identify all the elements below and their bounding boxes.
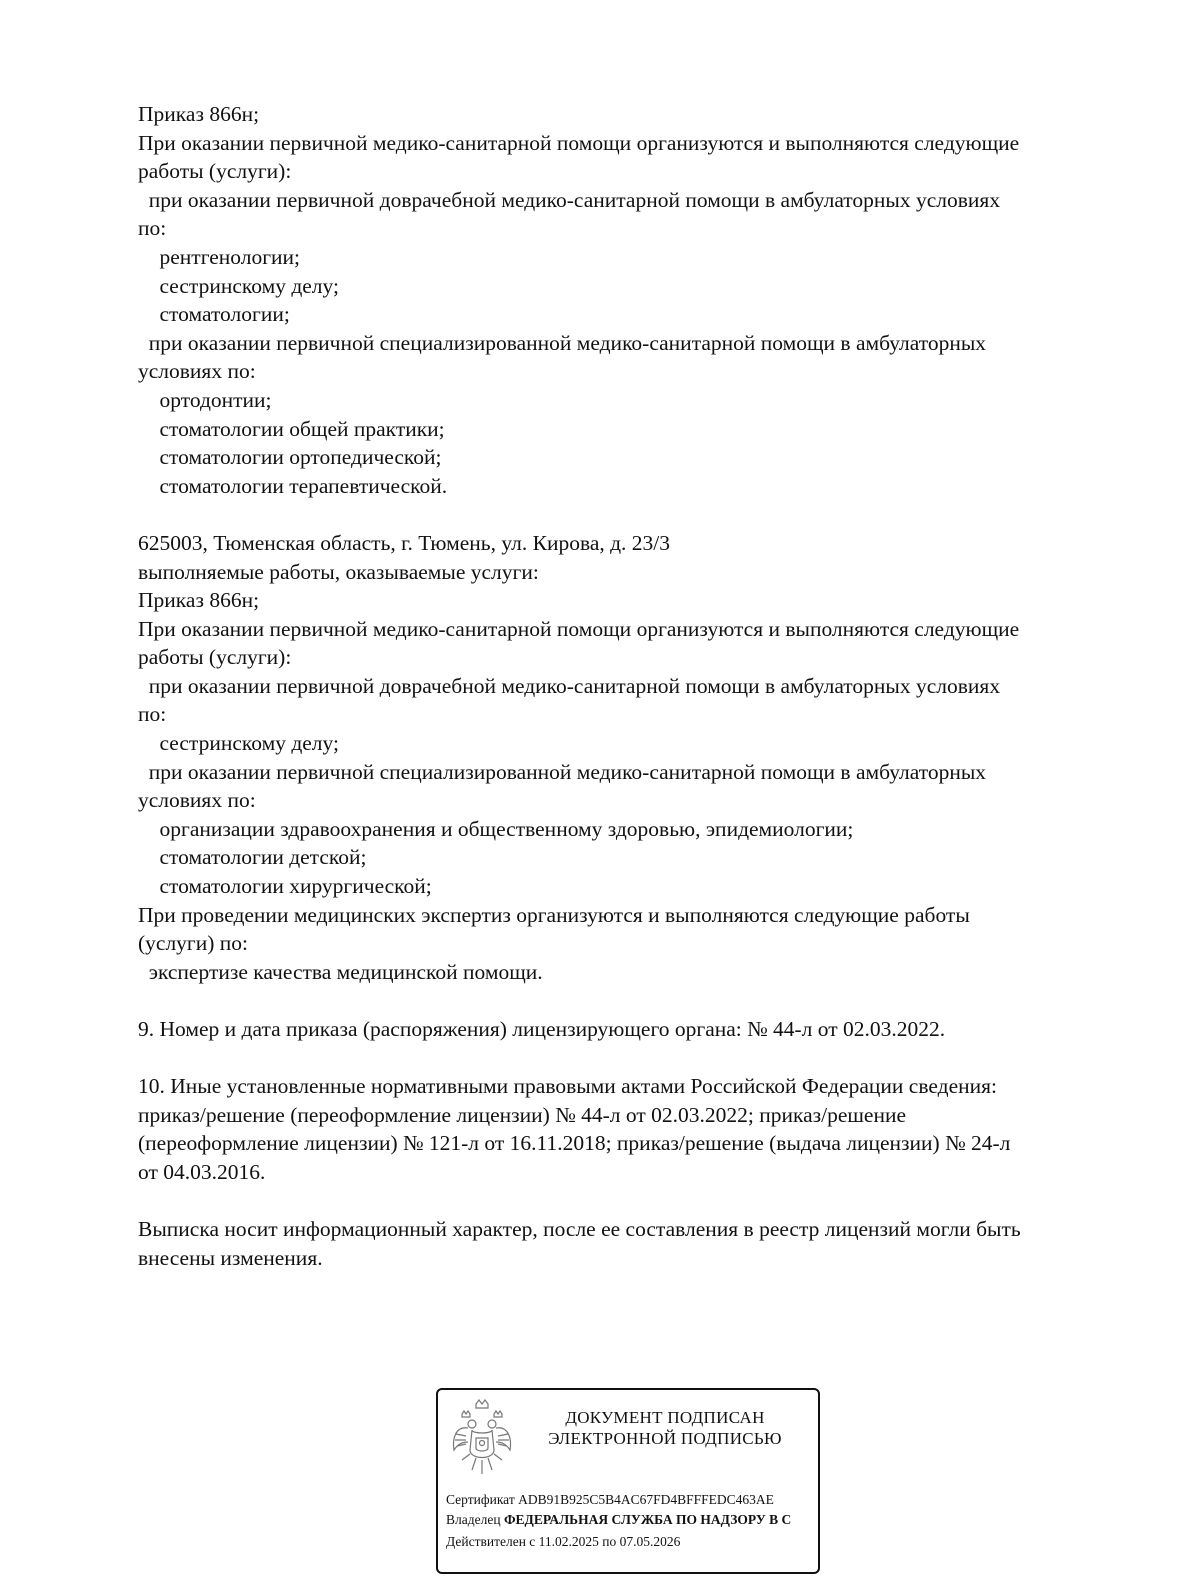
text-line: работы (услуги): bbox=[138, 645, 292, 670]
text-line: стоматологии детской; bbox=[138, 845, 367, 870]
text-line: стоматологии терапевтической. bbox=[138, 473, 448, 498]
text-line: Приказ 866н; bbox=[138, 588, 260, 613]
electronic-signature-stamp bbox=[436, 1388, 820, 1574]
text-line: стоматологии хирургической; bbox=[138, 874, 432, 899]
text-line: внесены изменения. bbox=[138, 1245, 323, 1270]
text-line: При оказании первичной медико-санитарной помощи организуются и выполняются следующие bbox=[138, 616, 1020, 641]
text-line: сестринскому делу; bbox=[138, 273, 339, 298]
text-line: стоматологии ортопедической; bbox=[138, 445, 442, 470]
text-line: Выписка носит информационный характер, после ее составления в реестр лицензий могли быть bbox=[138, 1217, 1021, 1242]
validity-row: Действителен с 11.02.2025 по 07.05.2026 bbox=[446, 1534, 681, 1549]
text-line: при оказании первичной специализированной медико-санитарной помощи в амбулаторных bbox=[138, 759, 987, 784]
text-line: выполняемые работы, оказываемые услуги: bbox=[138, 559, 539, 584]
text-line: при оказании первичной доврачебной медико-санитарной помощи в амбулаторных условиях bbox=[138, 187, 1001, 212]
text-line: экспертизе качества медицинской помощи. bbox=[138, 959, 543, 984]
text-line: по: bbox=[138, 216, 167, 241]
certificate-row bbox=[446, 1492, 774, 1508]
text-line: работы (услуги): bbox=[138, 159, 292, 184]
text-line: (услуги) по: bbox=[138, 931, 249, 956]
owner-value: ФЕДЕРАЛЬНАЯ СЛУЖБА ПО НАДЗОРУ В С bbox=[503, 1512, 792, 1527]
text-line: условиях по: bbox=[138, 788, 256, 813]
text-line: при оказании первичной специализированной медико-санитарной помощи в амбулаторных bbox=[138, 330, 987, 355]
text-line: организации здравоохранения и общественному здоровью, эпидемиологии; bbox=[138, 816, 854, 841]
blank-line bbox=[138, 1044, 1118, 1073]
text-line: ортодонтии; bbox=[138, 387, 272, 412]
text-line: 10. Иные установленные нормативными правовыми актами Российской Федерации сведения: bbox=[138, 1074, 997, 1099]
text-line: условиях по: bbox=[138, 359, 256, 384]
text-line: приказ/решение (переоформление лицензии) № 44-л от 02.03.2022; приказ/решение bbox=[138, 1102, 907, 1127]
owner-row bbox=[446, 1512, 791, 1528]
signature-title-line2: ЭЛЕКТРОННОЙ ПОДПИСЬЮ bbox=[548, 1429, 782, 1448]
blank-line bbox=[138, 986, 1118, 1015]
text-line: 625003, Тюменская область, г. Тюмень, ул. Кирова, д. 23/3 bbox=[138, 530, 671, 555]
text-line: При проведении медицинских экспертиз организуются и выполняются следующие работы bbox=[138, 902, 970, 927]
certificate-value: ADB91B925C5B4AC67FD4BFFFEDC463AE bbox=[518, 1492, 774, 1507]
signature-title-line1: ДОКУМЕНТ ПОДПИСАН bbox=[565, 1408, 765, 1427]
certificate-label: Сертификат bbox=[446, 1492, 515, 1507]
text-line: При оказании первичной медико-санитарной помощи организуются и выполняются следующие bbox=[138, 130, 1020, 155]
text-line: Приказ 866н; bbox=[138, 102, 260, 126]
text-line: стоматологии; bbox=[138, 302, 290, 327]
text-line: стоматологии общей практики; bbox=[138, 416, 445, 441]
text-line: 9. Номер и дата приказа (распоряжения) лицензирующего органа: № 44-л от 02.03.2022. bbox=[138, 1017, 946, 1041]
text-line: (переоформление лицензии) № 121-л от 16.11.2018; приказ/решение (выдача лицензии) № 24-л bbox=[138, 1131, 1011, 1156]
text-line: сестринскому делу; bbox=[138, 731, 339, 756]
document-body bbox=[138, 100, 1118, 1272]
text-line: при оказании первичной доврачебной медико-санитарной помощи в амбулаторных условиях bbox=[138, 673, 1001, 698]
text-line: от 04.03.2016. bbox=[138, 1159, 266, 1184]
text-line: по: bbox=[138, 702, 167, 727]
blank-line bbox=[138, 1187, 1118, 1216]
blank-line bbox=[138, 500, 1118, 529]
text-line: рентгенологии; bbox=[138, 244, 301, 269]
owner-label: Владелец bbox=[446, 1512, 501, 1527]
